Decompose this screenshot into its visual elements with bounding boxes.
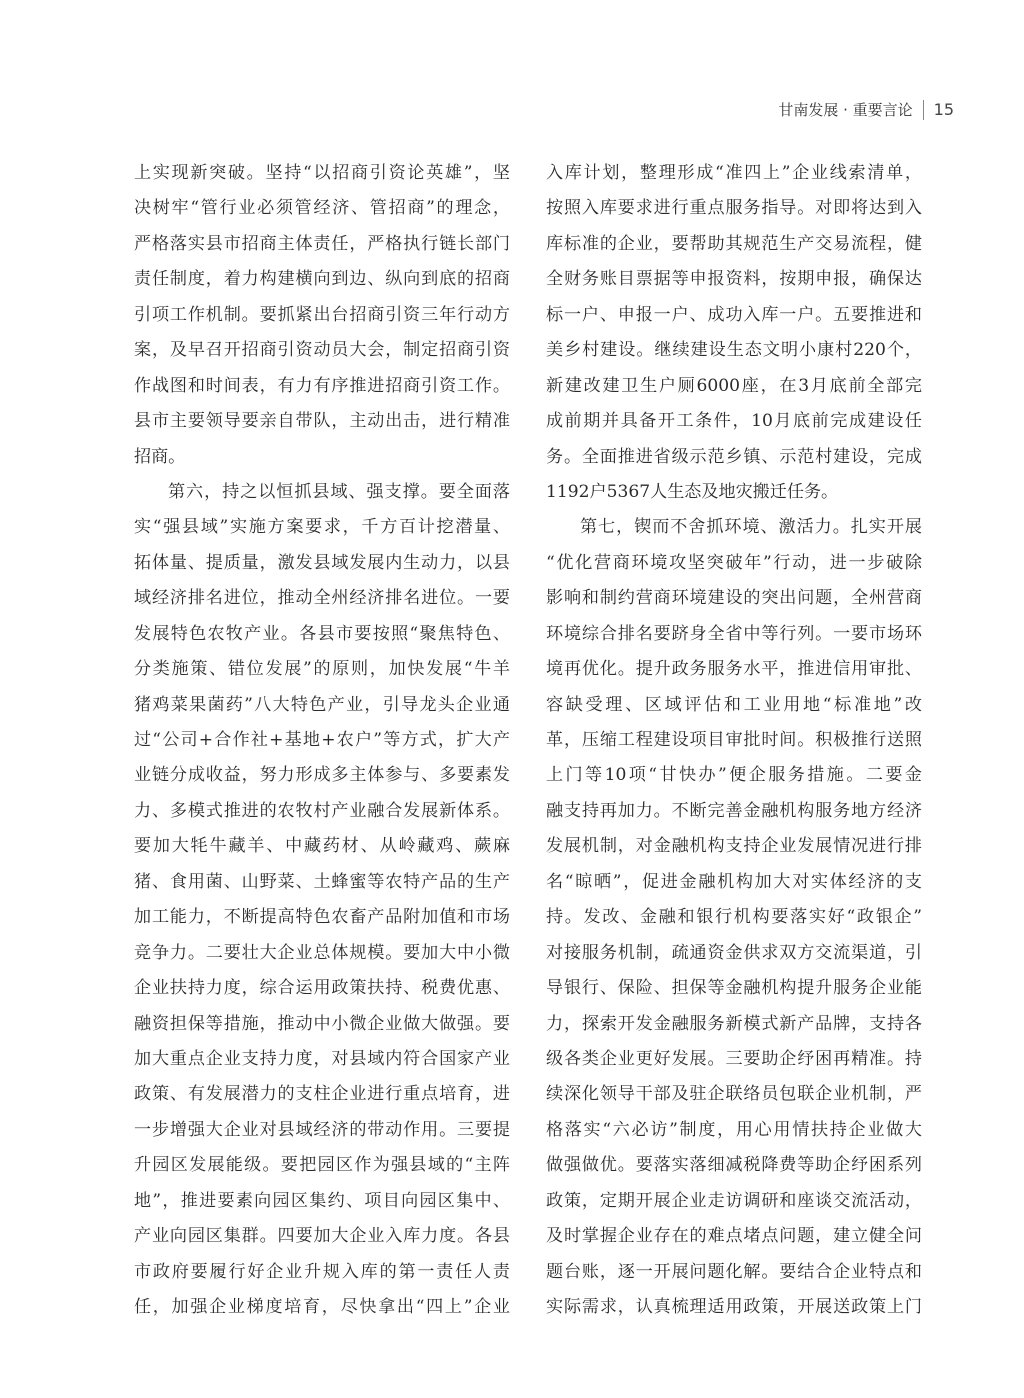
text-line: 革，压缩工程建设项目审批时间。积极推行送照 <box>546 730 922 750</box>
text-line: 猪鸡菜果菌药”八大特色产业，引导龙头企业通 <box>134 694 510 715</box>
text-line: 政策、有发展潜力的支柱企业进行重点培育，进 <box>134 1084 510 1105</box>
text-line: 升园区发展能级。要把园区作为强县域的“主阵 <box>134 1155 510 1176</box>
text-line: 第七，锲而不舍抓环境、激活力。扎实开展 <box>580 517 922 538</box>
text-line: 实际需求，认真梳理适用政策，开展送政策上门 <box>546 1297 922 1317</box>
text-line: 融资担保等措施，推动中小微企业做大做强。要 <box>134 1013 510 1034</box>
text-line: 第六，持之以恒抓县域、强支撑。要全面落 <box>168 481 510 502</box>
text-line: 作战图和时间表，有力有序推进招商引资工作。 <box>134 375 510 396</box>
text-line: 一步增强大企业对县域经济的带动作用。三要提 <box>134 1119 510 1140</box>
text-line: 名“晾晒”，促进金融机构加大对实体经济的支 <box>546 871 922 892</box>
text-line: 环境综合排名要跻身全省中等行列。一要市场环 <box>546 623 922 644</box>
text-line: 及时掌握企业存在的难点堵点问题，建立健全问 <box>546 1226 922 1247</box>
text-line: 对接服务机制，疏通资金供求双方交流渠道，引 <box>546 942 922 963</box>
page-number: 15 <box>933 100 954 119</box>
text-line: “优化营商环境攻坚突破年”行动，进一步破除 <box>546 552 922 573</box>
text-line: 县市主要领导要亲自带队，主动出击，进行精准 <box>134 411 510 432</box>
right-text-column <box>546 156 922 1325</box>
text-line: 域经济排名进位，推动全州经济排名进位。一要 <box>134 588 510 609</box>
text-line: 入库计划，整理形成“准四上”企业线索清单， <box>546 163 922 183</box>
header-divider <box>923 100 924 120</box>
text-line: 业链分成收益，努力形成多主体参与、多要素发 <box>134 765 510 786</box>
text-line: 企业扶持力度，综合运用政策扶持、税费优惠、 <box>134 978 510 999</box>
text-line: 导银行、保险、担保等金融机构提升服务企业能 <box>546 978 922 999</box>
text-line: 严格落实县市招商主体责任，严格执行链长部门 <box>134 233 510 254</box>
text-line: 美乡村建设。继续建设生态文明小康村220个， <box>546 340 922 361</box>
text-line: 地”，推进要素向园区集约、项目向园区集中、 <box>134 1190 510 1211</box>
text-line: 任，加强企业梯度培育，尽快拿出“四上”企业 <box>134 1297 510 1317</box>
text-line: 务。全面推进省级示范乡镇、示范村建设，完成 <box>546 446 922 467</box>
text-line: 容缺受理、区域评估和工业用地“标准地”改 <box>546 694 922 715</box>
text-line: 拓体量、提质量，激发县域发展内生动力，以县 <box>134 552 510 573</box>
text-line: 做强做优。要落实落细减税降费等助企纾困系列 <box>546 1155 922 1176</box>
text-line: 政策，定期开展企业走访调研和座谈交流活动， <box>546 1190 922 1211</box>
text-line: 引项工作机制。要抓紧出台招商引资三年行动方 <box>134 304 510 325</box>
text-line: 按照入库要求进行重点服务指导。对即将达到入 <box>546 198 922 219</box>
text-line: 加工能力，不断提高特色农畜产品附加值和市场 <box>134 907 510 928</box>
text-line: 力，探索开发金融服务新模式新产品牌，支持各 <box>546 1013 922 1034</box>
text-line: 全财务账目票据等申报资料，按期申报，确保达 <box>546 269 922 290</box>
text-line: 题台账，逐一开展问题化解。要结合企业特点和 <box>546 1261 922 1282</box>
text-line: 持。发改、金融和银行机构要落实好“政银企” <box>546 907 922 928</box>
text-line: 实“强县域”实施方案要求，千方百计挖潜量、 <box>134 517 510 538</box>
text-line: 库标准的企业，要帮助其规范生产交易流程，健 <box>546 233 922 254</box>
text-line: 成前期并具备开工条件，10月底前完成建设任 <box>546 411 922 432</box>
text-line: 加大重点企业支持力度，对县域内符合国家产业 <box>134 1048 510 1069</box>
text-line: 猪、食用菌、山野菜、土蜂蜜等农特产品的生产 <box>134 871 510 892</box>
text-line: 1192户5367人生态及地灾搬迁任务。 <box>546 481 839 502</box>
text-line: 境再优化。提升政务服务水平，推进信用审批、 <box>546 659 922 680</box>
text-line: 标一户、申报一户、成功入库一户。五要推进和 <box>546 304 922 325</box>
text-line: 上门等10项“甘快办”便企服务措施。二要金 <box>546 765 922 786</box>
text-line: 发展机制，对金融机构支持企业发展情况进行排 <box>546 836 922 857</box>
text-line: 竞争力。二要壮大企业总体规模。要加大中小微 <box>134 942 510 963</box>
text-line: 要加大牦牛藏羊、中藏药材、从岭藏鸡、蕨麻 <box>134 836 510 857</box>
text-line: 分类施策、错位发展”的原则，加快发展“牛羊 <box>134 659 510 680</box>
left-text-column <box>134 156 510 1325</box>
text-line: 续深化领导干部及驻企联络员包联企业机制，严 <box>546 1084 922 1105</box>
text-line: 决树牢“管行业必须管经济、管招商”的理念， <box>134 198 510 219</box>
text-line: 上实现新突破。坚持“以招商引资论英雄”，坚 <box>134 163 510 183</box>
text-line: 产业向园区集群。四要加大企业入库力度。各县 <box>134 1226 510 1247</box>
text-line: 责任制度，着力构建横向到边、纵向到底的招商 <box>134 269 510 290</box>
section-title: 甘南发展 · 重要言论 <box>778 101 913 119</box>
text-line: 格落实“六必访”制度，用心用情扶持企业做大 <box>546 1119 922 1140</box>
running-header <box>778 99 954 120</box>
text-line: 市政府要履行好企业升规入库的第一责任人责 <box>134 1261 510 1282</box>
text-line: 影响和制约营商环境建设的突出问题，全州营商 <box>546 588 922 609</box>
text-line: 级各类企业更好发展。三要助企纾困再精准。持 <box>546 1048 922 1069</box>
text-line: 案，及早召开招商引资动员大会，制定招商引资 <box>134 340 510 361</box>
text-line: 新建改建卫生户厕6000座，在3月底前全部完 <box>546 375 922 396</box>
text-line: 招商。 <box>134 446 186 467</box>
text-line: 发展特色农牧产业。各县市要按照“聚焦特色、 <box>134 623 510 644</box>
text-line: 融支持再加力。不断完善金融机构服务地方经济 <box>546 800 922 821</box>
text-line: 力、多模式推进的农牧村产业融合发展新体系。 <box>134 800 510 821</box>
text-line: 过“公司+合作社+基地+农户”等方式，扩大产 <box>134 730 510 750</box>
